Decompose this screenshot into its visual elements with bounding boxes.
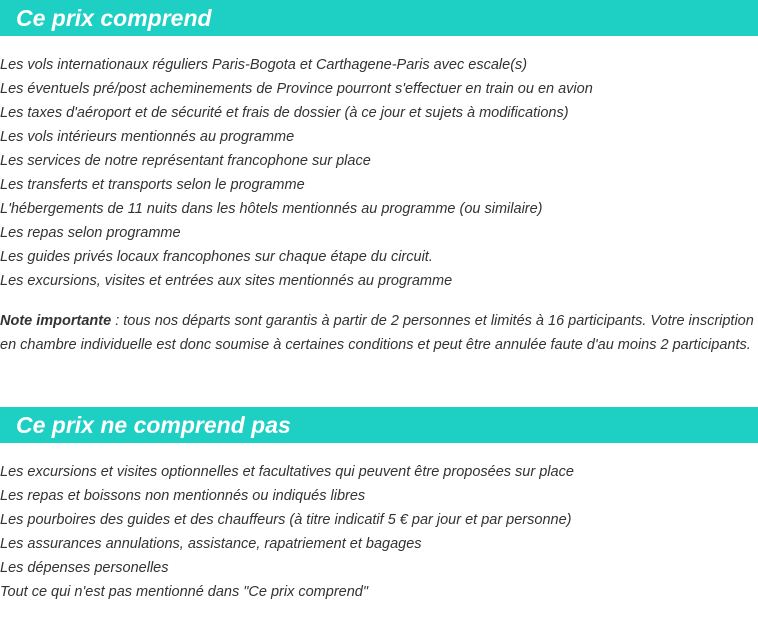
list-item: Les transferts et transports selon le programme — [0, 177, 305, 193]
list-item: Les repas selon programme — [0, 225, 181, 241]
list-item: Les éventuels pré/post acheminements de Province pourront s'effectuer en train ou en avion — [0, 81, 593, 97]
list-item: Les taxes d'aéroport et de sécurité et frais de dossier (à ce jour et sujets à modifications) — [0, 105, 569, 121]
list-item: Les assurances annulations, assistance, rapatriement et bagages — [0, 536, 422, 552]
excluded-section-header — [0, 407, 758, 443]
important-note-text: : tous nos départs sont garantis à partir de 2 personnes et limités à 16 participants. Votre inscription en chambre individuelle est donc soumise à certaines conditions et peut être annulée faute d'au moins 2 participants. — [0, 313, 754, 353]
list-item: Les vols intérieurs mentionnés au programme — [0, 129, 295, 145]
included-section-title: Ce prix comprend — [16, 5, 212, 31]
list-item: Les excursions et visites optionnelles et facultatives qui peuvent être proposées sur place — [0, 464, 574, 480]
important-note-label: Note importante — [0, 313, 112, 329]
list-item: Les excursions, visites et entrées aux sites mentionnés au programme — [0, 273, 453, 289]
list-item: Les vols internationaux réguliers Paris-Bogota et Carthagene-Paris avec escale(s) — [0, 57, 528, 73]
list-item: Les repas et boissons non mentionnés ou indiqués libres — [0, 488, 366, 504]
included-section-header — [0, 0, 758, 36]
excluded-section-title: Ce prix ne comprend pas — [16, 412, 291, 438]
list-item: Tout ce qui n'est pas mentionné dans "Ce prix comprend" — [0, 584, 368, 600]
list-item: Les services de notre représentant francophone sur place — [0, 153, 371, 169]
list-item: Les guides privés locaux francophones sur chaque étape du circuit. — [0, 249, 433, 265]
list-item: Les pourboires des guides et des chauffeurs (à titre indicatif 5 € par jour et par personne) — [0, 512, 572, 528]
list-item: Les dépenses personelles — [0, 560, 169, 576]
included-items-list — [0, 53, 758, 293]
important-note — [0, 309, 758, 357]
excluded-items-list — [0, 460, 758, 604]
list-item: L'hébergements de 11 nuits dans les hôtels mentionnés au programme (ou similaire) — [0, 201, 543, 217]
